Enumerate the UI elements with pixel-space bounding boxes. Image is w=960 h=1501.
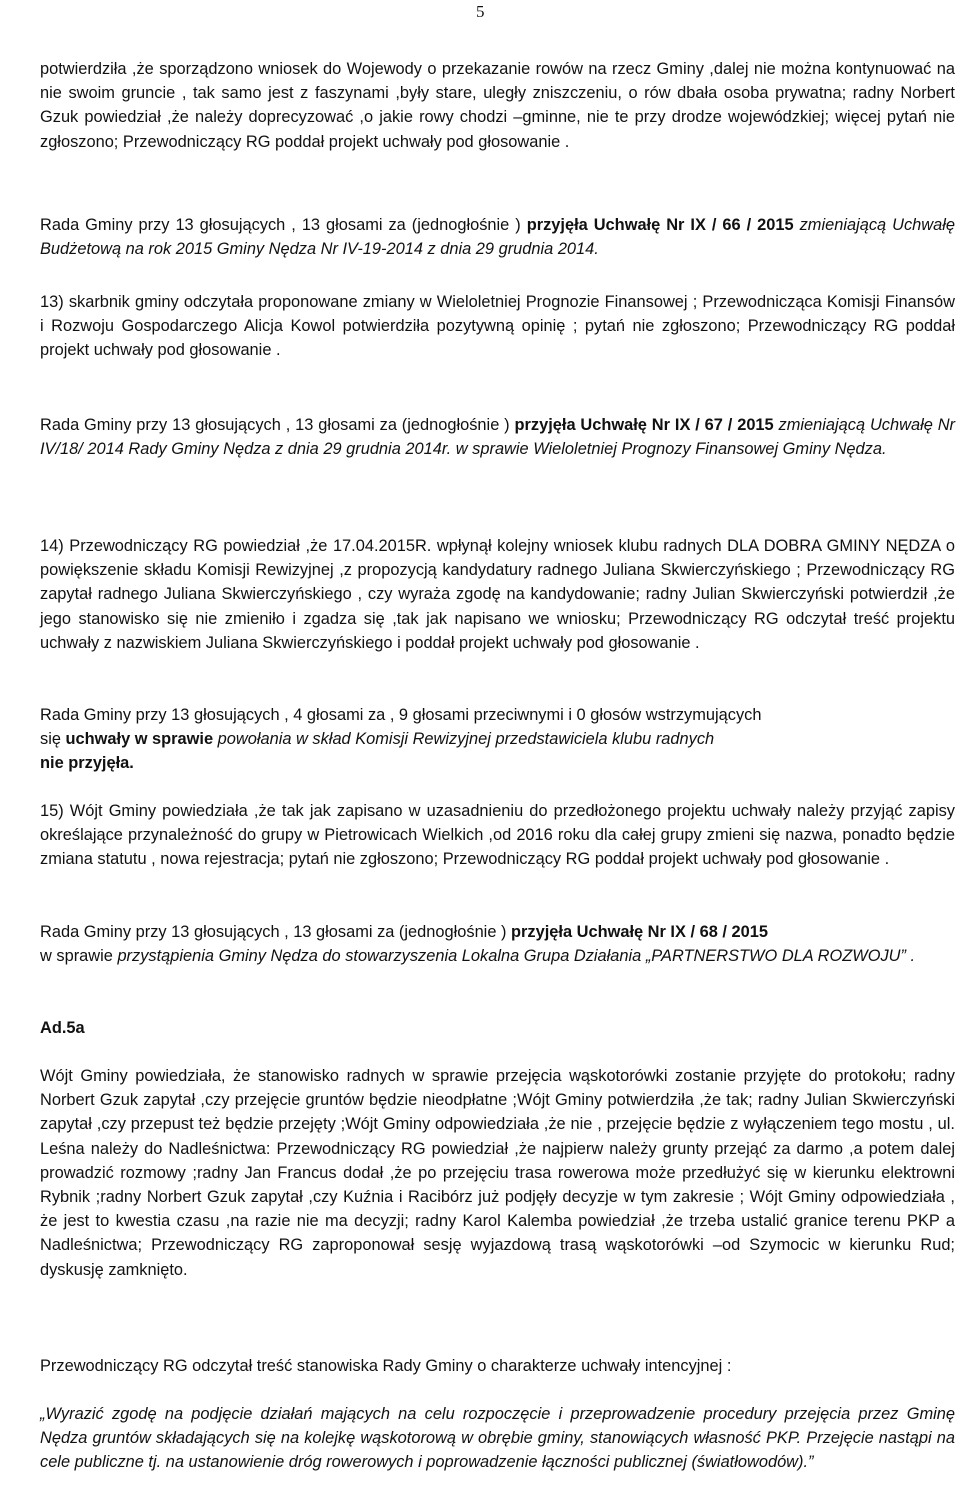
heading-ad5a: Ad.5a <box>40 1019 85 1037</box>
page-number: 5 <box>476 2 485 21</box>
resolution-66-number: przyjęła Uchwałę Nr IX / 66 / 2015 <box>526 216 794 234</box>
vote-rejected <box>40 703 955 776</box>
paragraph-intent: Przewodniczący RG odczytał treść stanowiska Rady Gminy o charakterze uchwały intencyjnej : <box>40 1357 732 1375</box>
resolution-67-number: przyjęła Uchwałę Nr IX / 67 / 2015 <box>514 416 774 434</box>
resolution-67 <box>40 413 955 461</box>
vote-rejected-pre: się <box>40 730 66 749</box>
resolution-68-lead: Rada Gminy przy 13 głosujących , 13 głosami za (jednogłośnie ) <box>40 923 512 941</box>
paragraph-14: 14) Przewodniczący RG powiedział ,że 17.04.2015R. wpłynął kolejny wniosek klubu radnych DLA DOBRA GMINY NĘDZA o powiększenie składu Komisji Rewizyjnej ,z propozycją kandydatury radnego Juliana Skwierczyńskiego ; Przewodniczący RG zapytał radnego Juliana Skwierczyńskiego , czy wyraża zgodę na kandydowanie; radny Julian Skwierczyński potwierdził ,że jego stanowisko się nie zmieniło i zgadza się ,tak jak napisano we wniosku; Przewodniczący RG odczytał treść projektu uchwały z nazwiskiem Juliana Skwierczyńskiego i poddał projekt uchwały pod głosowanie . <box>40 537 955 652</box>
vote-rejected-line1: Rada Gminy przy 13 głosujących , 4 głosami za , 9 głosami przeciwnymi i 0 głosów wstrzymujących <box>40 706 762 724</box>
resolution-68 <box>40 920 955 968</box>
resolution-68-pre: w sprawie <box>40 947 118 966</box>
paragraph-rowy: potwierdziła ,że sporządzono wniosek do Wojewody o przekazanie rowów na rzecz Gminy ,dalej nie można kontynuować na nie swoim gruncie , tak samo jest z faszynami ,były stare, uległy zniszczeniu, o rów dbała osoba prywatna; radny Norbert Gzuk powiedział ,że należy doprecyzować ,o jakie rowy chodzi –gminne, nie te przy drodze wojewódzkiej; więcej pytań nie zgłoszono; Przewodniczący RG poddał projekt uchwały pod głosowanie . <box>40 60 955 151</box>
vote-rejected-bold: uchwały w sprawie <box>65 730 214 749</box>
resolution-67-lead: Rada Gminy przy 13 głosujących , 13 głosami za (jednogłośnie ) <box>40 416 515 434</box>
resolution-68-subject: przystąpienia Gminy Nędza do stowarzyszenia Lokalna Grupa Działania „PARTNERSTWO DLA ROZWOJU” . <box>117 947 916 966</box>
resolution-67-subject: zmieniającą Uchwałę Nr IV/18/ 2014 Rady Gminy Nędza z dnia 29 grudnia 2014r. w sprawie Wieloletniej Prognozy Finansowej Gminy Nędza. <box>40 416 955 459</box>
paragraph-15: 15) Wójt Gminy powiedziała ,że tak jak zapisano w uzasadnieniu do przedłożonego projektu uchwały należy przyjąć zapisy określające przynależność do grupy w Pietrowicach Wielkich ,od 2016 roku dla całej grupy zmieni się nazwa, ponadto będzie zmiana statutu , nowa rejestracja; pytań nie zgłoszono; Przewodniczący RG poddał projekt uchwały pod głosowanie . <box>40 802 955 869</box>
vote-rejected-result: nie przyjęła. <box>40 754 134 773</box>
paragraph-13: 13) skarbnik gminy odczytała proponowane zmiany w Wieloletniej Prognozie Finansowej ; Przewodnicząca Komisji Finansów i Rozwoju Gospodarczego Alicja Kowol potwierdziła pozytywną opinię ; pytań nie zgłoszono; Przewodniczący RG poddał projekt uchwały pod głosowanie . <box>40 293 955 360</box>
resolution-66-lead: Rada Gminy przy 13 głosujących , 13 głosami za (jednogłośnie ) <box>40 216 527 234</box>
resolution-68-number: przyjęła Uchwałę Nr IX / 68 / 2015 <box>511 923 768 941</box>
resolution-66 <box>40 213 955 261</box>
paragraph-ad5a: Wójt Gminy powiedziała, że stanowisko radnych w sprawie przejęcia wąskotorówki zostanie przyjęte do protokołu; radny Norbert Gzuk zapytał ,czy przejęcie gruntów będzie nieodpłatne ;Wójt Gminy potwierdziła ,że tak; radny Julian Skwierczyński zapytał ,czy przepust też będzie przejęty ;Wójt Gminy odpowiedziała ,że nie , przejęcie będzie z wyłączeniem tego mostu , ul. Leśna należy do Nadleśnictwa: Przewodniczący RG powiedział ,że najpierw należy grunty przejąć za darmo ,a potem dalej prowadzić rozmowy ;radny Jan Francus dodał ,że po przejęciu trasa rowerowa może przedłużyć się w kierunku elektrowni Rybnik ;radny Norbert Gzuk zapytał ,czy Kuźnia i Racibórz już podjęły decyzje w tym zakresie ; Wójt Gminy odpowiedziała , że jest to kwestia czasu ,na razie nie ma decyzji; radny Karol Kalemba powiedział ,że trzeba ustalić granice terenu PKP a Nadleśnictwa; Przewodniczący RG zaproponował sesję wyjazdową trasą wąskotorówki –od Szymocic w kierunku Rud; dyskusję zamknięto. <box>40 1067 955 1279</box>
intent-quote: „Wyrazić zgodę na podjęcie działań mających na celu rozpoczęcie i przeprowadzenie procedury przejęcia przez Gminę Nędza gruntów składających się na kolejkę wąskotorową w obrębie gminy, stanowiących własność PKP. Przejęcie nastąpi na cele publiczne tj. na ustanowienie dróg rowerowych i poprowadzenie łączności publicznej (światłowodów).” <box>40 1405 955 1472</box>
resolution-66-subject: zmieniającą Uchwałę Budżetową na rok 2015 Gminy Nędza Nr IV-19-2014 z dnia 29 grudnia 2014. <box>40 216 955 259</box>
vote-rejected-subject: powołania w skład Komisji Rewizyjnej przedstawiciela klubu radnych <box>213 730 715 749</box>
